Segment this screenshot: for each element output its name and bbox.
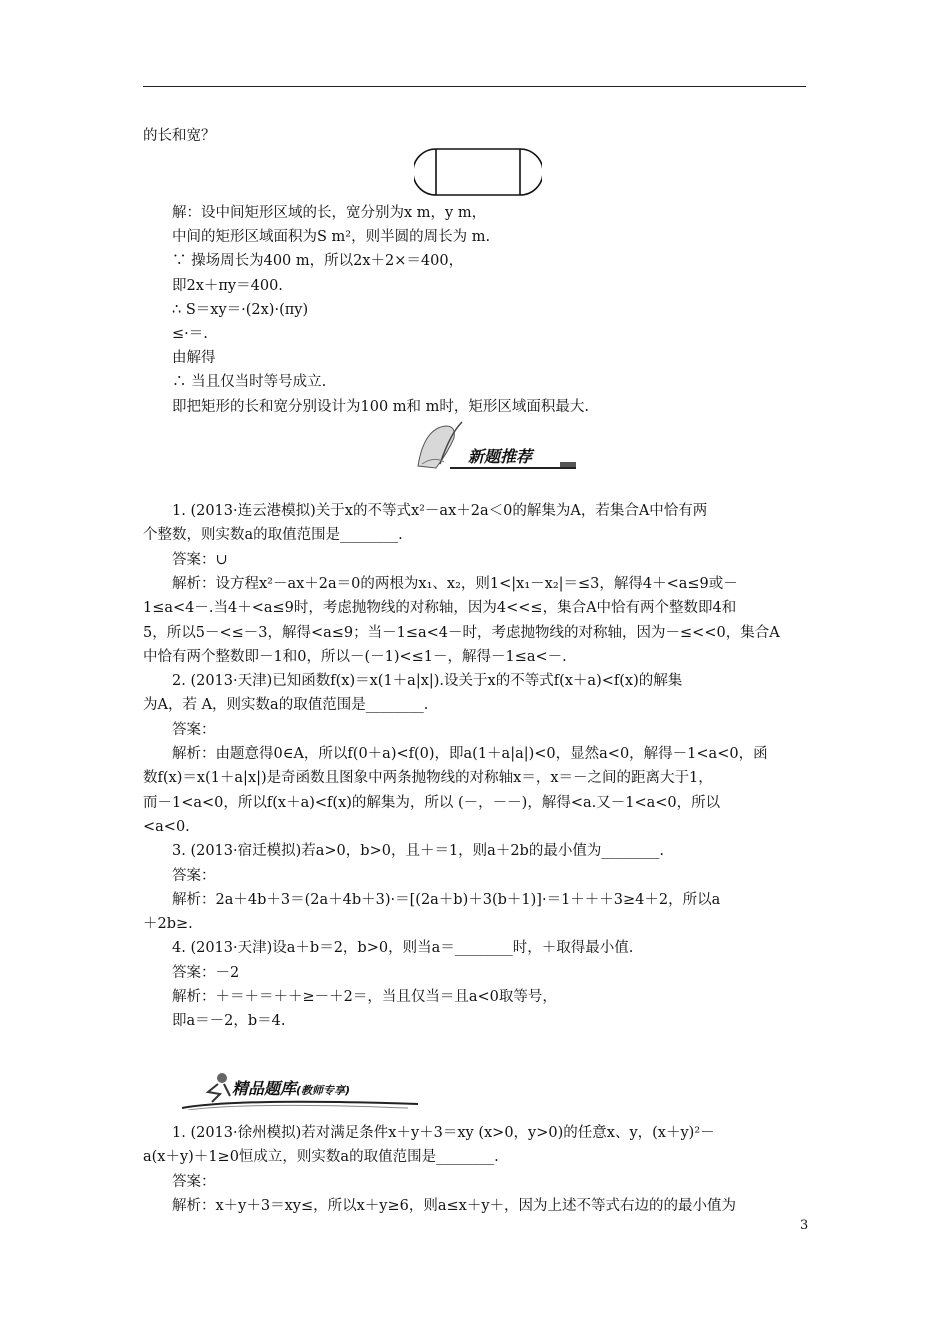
text-line: 解析：＋＝＋＝＋＋≥－＋2＝，当且仅当＝且a<0取等号， [172,989,557,1005]
text-line: a(x＋y)＋1≥0恒成立，则实数a的取值范围是________. [143,1149,499,1166]
text-line: 1≤a<4－.当4＋<a≤9时，考虑抛物线的对称轴，因为4<<≤，集合A中恰有两个整数即4和 [143,600,737,617]
text-line: 5，所以5－<≤－3，解得<a≤9；当－1≤a<4－时，考虑抛物线的对称轴，因为－≤<<0，集合A [143,624,780,641]
text-line: 答案：－2 [172,964,240,981]
text-line: 解析：x＋y＋3＝xy≤，所以x＋y≥6，则a≤x＋y＋，因为上述不等式右边的的最小值为 [172,1197,737,1214]
text-line: ∴ 当且仅当时等号成立. [172,374,327,391]
text-line: 1. (2013·连云港模拟)关于x的不等式x²－ax＋2a＜0的解集为A，若集合A中恰有两 [172,503,708,519]
text-line: 2. (2013·天津)已知函数f(x)＝x(1＋a|x|).设关于x的不等式f(x＋a)<f(x)的解集 [172,673,683,690]
text-line: ∴ S＝xy＝·(2x)·(πy) [172,301,309,318]
text-line: 3. (2013·宿迁模拟)若a>0，b>0，且＋＝1，则a＋2b的最小值为________. [172,843,664,860]
track-diagram [414,148,542,196]
text-line: 解：设中间矩形区域的长，宽分别为x m，y m， [172,205,487,221]
text-line: 中恰有两个整数即－1和0，所以－(－1)<≤1－，解得－1≤a<－. [143,648,567,665]
text-line: 而－1<a<0，所以f(x＋a)<f(x)的解集为，所以 (－，－－)，解得<a.又－1<a<0，所以 [143,794,721,811]
text-line: 中间的矩形区域面积为S m²，则半圆的周长为 m. [172,229,491,246]
section-banner-new-questions [410,418,580,474]
text-line: 即把矩形的长和宽分别设计为100 m和 m时，矩形区域面积最大. [172,398,590,415]
text-line: 即2x＋πy＝400. [172,277,283,294]
text-line: 解析：2a＋4b＋3＝(2a＋4b＋3)·＝[(2a＋b)＋3(b＋1)]·＝1＋＋＋3≥4＋2，所以a [172,891,721,908]
top-text: 的长和宽？ [143,128,216,144]
text-line: 答案： [172,1173,216,1190]
text-line: 即a＝－2，b＝4. [172,1013,286,1030]
text-line: 答案：∪ [172,551,228,568]
text-line: ≤·＝. [172,326,208,342]
text-line: 4. (2013·天津)设a＋b＝2，b>0，则当a＝________时，＋取得最小值. [172,940,634,957]
text-line: 答案： [172,721,216,738]
page-number: 3 [800,1218,809,1233]
text-line: 数f(x)＝x(1＋a|x|)是奇函数且图象中两条抛物线的对称轴x＝，x＝－之间的距离大于1， [143,770,713,787]
text-line: 解析：设方程x²－ax＋2a＝0的两根为x₁、x₂，则1<|x₁－x₂|＝≤3，解得4＋<a≤9或－ [172,575,738,592]
section-title: 精品题库(教师专享) [232,1079,351,1098]
section-subtitle: (教师专享) [296,1084,351,1097]
text-line: 为A，若 A，则实数a的取值范围是________. [143,697,429,714]
text-line: ∵ 操场周长为400 m，所以2x＋2×＝400， [172,253,464,270]
text-line: 解析：由题意得0∈A，所以f(0＋a)<f(0)，即a(1＋a|a|)<0，显然a<0，解得－1<a<0，函 [172,746,768,762]
text-line: 答案： [172,867,216,884]
text-line: 由解得 [172,350,216,367]
text-line: 1. (2013·徐州模拟)若对满足条件x＋y＋3＝xy (x>0，y>0)的任意x、y，(x＋y)²－ [172,1125,715,1141]
header-rule [143,86,806,87]
section-title: 新题推荐 [468,447,533,466]
text-line: ＋2b≥. [143,916,193,933]
text-line: 个整数，则实数a的取值范围是________. [143,527,403,544]
section-banner-question-bank [178,1070,438,1110]
text-line: <a<0. [143,818,190,835]
